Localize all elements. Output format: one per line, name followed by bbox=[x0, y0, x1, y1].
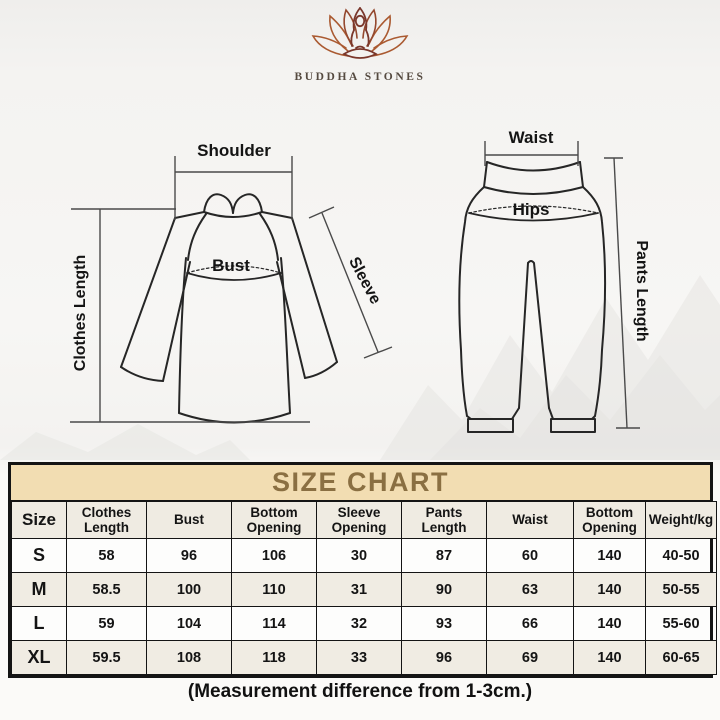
cell-value: 58 bbox=[67, 539, 147, 573]
cell-value: 96 bbox=[147, 539, 232, 573]
table-row-l bbox=[12, 607, 717, 641]
col-header-sleeve-opening: Sleeve Opening bbox=[317, 502, 402, 539]
cell-value: 87 bbox=[402, 539, 487, 573]
cell-value: 58.5 bbox=[67, 573, 147, 607]
col-header-waist: Waist bbox=[487, 502, 574, 539]
cell-value: 59.5 bbox=[67, 641, 147, 675]
shirt-measure-lines bbox=[70, 156, 392, 422]
shoulder-label: Shoulder bbox=[197, 141, 271, 160]
col-header-clothes-length: Clothes Length bbox=[67, 502, 147, 539]
cell-value: 140 bbox=[574, 641, 646, 675]
col-header-bottom-opening-2: Bottom Opening bbox=[574, 502, 646, 539]
cell-size: XL bbox=[12, 641, 67, 675]
cell-size: L bbox=[12, 607, 67, 641]
cell-value: 140 bbox=[574, 607, 646, 641]
cell-value: 32 bbox=[317, 607, 402, 641]
cell-value: 140 bbox=[574, 539, 646, 573]
cell-value: 96 bbox=[402, 641, 487, 675]
cell-value: 93 bbox=[402, 607, 487, 641]
waist-label: Waist bbox=[508, 128, 554, 147]
col-header-bust: Bust bbox=[147, 502, 232, 539]
cell-value: 63 bbox=[487, 573, 574, 607]
mountain-watermark bbox=[0, 275, 720, 460]
header-row bbox=[12, 502, 717, 539]
cell-value: 140 bbox=[574, 573, 646, 607]
cell-value: 118 bbox=[232, 641, 317, 675]
cell-value: 40-50 bbox=[646, 539, 717, 573]
cell-value: 106 bbox=[232, 539, 317, 573]
cell-value: 60-65 bbox=[646, 641, 717, 675]
cell-size: M bbox=[12, 573, 67, 607]
shirt-outline bbox=[121, 194, 337, 422]
col-header-weight: Weight/kg bbox=[646, 502, 717, 539]
brand-name: BUDDHA STONES bbox=[294, 71, 426, 83]
col-header-size: Size bbox=[12, 502, 67, 539]
cell-value: 59 bbox=[67, 607, 147, 641]
bust-label: Bust bbox=[212, 256, 250, 275]
cell-size: S bbox=[12, 539, 67, 573]
cell-value: 30 bbox=[317, 539, 402, 573]
measurement-note: (Measurement difference from 1-3cm.) bbox=[187, 681, 533, 702]
cell-value: 31 bbox=[317, 573, 402, 607]
cell-value: 60 bbox=[487, 539, 574, 573]
col-header-pants-length: Pants Length bbox=[402, 502, 487, 539]
table-row-xl bbox=[12, 641, 717, 675]
table-row-s bbox=[12, 539, 717, 573]
cell-value: 50-55 bbox=[646, 573, 717, 607]
cell-value: 69 bbox=[487, 641, 574, 675]
cell-value: 108 bbox=[147, 641, 232, 675]
sleeve-label: Sleeve bbox=[345, 254, 384, 308]
size-chart-title: SIZE CHART bbox=[11, 465, 710, 501]
cell-value: 104 bbox=[147, 607, 232, 641]
size-chart-table bbox=[11, 501, 717, 675]
cell-value: 114 bbox=[232, 607, 317, 641]
clothes-length-label: Clothes Length bbox=[72, 254, 89, 372]
cell-value: 33 bbox=[317, 641, 402, 675]
size-chart bbox=[8, 462, 713, 678]
pants-length-label: Pants Length bbox=[633, 240, 650, 342]
hips-label: Hips bbox=[512, 200, 550, 219]
table-row-m bbox=[12, 573, 717, 607]
cell-value: 100 bbox=[147, 573, 232, 607]
col-header-bottom-opening: Bottom Opening bbox=[232, 502, 317, 539]
cell-value: 90 bbox=[402, 573, 487, 607]
cell-value: 110 bbox=[232, 573, 317, 607]
cell-value: 55-60 bbox=[646, 607, 717, 641]
cell-value: 66 bbox=[487, 607, 574, 641]
